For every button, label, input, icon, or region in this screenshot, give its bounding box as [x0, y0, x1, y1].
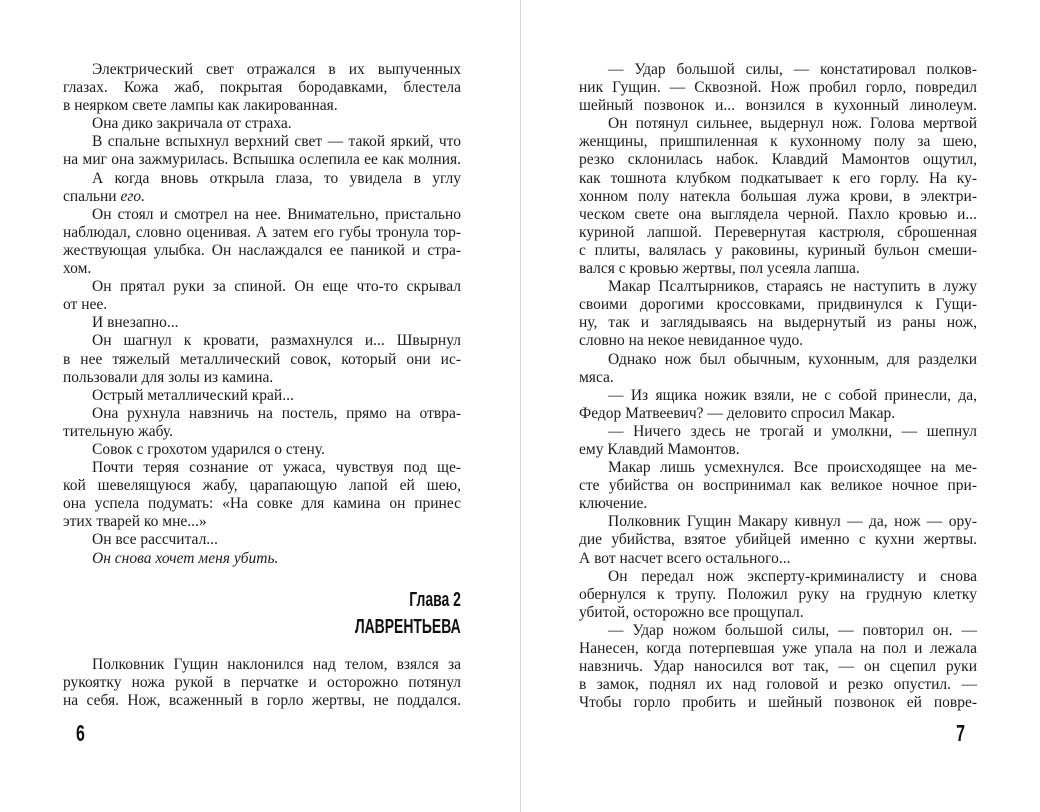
right-text: [579, 61, 977, 712]
text-line: в замок, поднял их над головой и резко опустил. —: [579, 676, 977, 694]
text-line: Она рухнула навзничь на постель, прямо на отвра-: [92, 404, 461, 422]
page-left: [63, 61, 461, 710]
text-line: ему Клавдий Мамонтов.: [579, 440, 740, 458]
text-line: навзничь. Удар наносился вот так, — он сцепил руки: [579, 658, 977, 676]
text-line: ник Гущин. — Сквозной. Нож пробил горло, повредил: [579, 79, 977, 97]
text-line: рукоятку ножа рукой в перчатке и осторожно потянул: [63, 673, 461, 691]
text-line: своими дорогими кроссовками, придвинулся к Гущи-: [579, 296, 977, 314]
text-line: — Удар ножом большой силы, — повторил он. —: [608, 621, 977, 639]
text-line: словно на некое невиданное чудо.: [579, 332, 804, 350]
text-line: Он снова хочет меня убить.: [92, 549, 279, 567]
text-line: спальни его.: [63, 187, 146, 205]
chapter-number: [63, 586, 461, 613]
text-line: Федор Матвеевич? — деловито спросил Макар.: [579, 404, 896, 422]
text-line: резко склонилась набок. Клавдий Мамонтов ощутил,: [579, 151, 977, 169]
text-line: А когда вновь открыла глаза, то увидела в углу: [92, 169, 461, 187]
text-line: Он передал нож эксперту-криминалисту и снова: [608, 567, 977, 585]
text-line: А вот насчет всего остального...: [579, 549, 791, 567]
text-line: этих тварей ко мне...»: [63, 513, 207, 531]
text-line: в неярком свете лампы как лакированная.: [63, 97, 338, 115]
text-line: В спальне вспыхнул верхний свет — такой яркий, что: [92, 133, 461, 151]
text-line: Он потянул сильнее, выдернул нож. Голова мертвой: [608, 115, 977, 133]
text-line: как тошнота клубком подкатывает к его горлу. На ку-: [579, 169, 977, 187]
text-line: — Ничего здесь не трогай и умолкни, — шепнул: [608, 422, 977, 440]
text-line: на себя. Нож, всаженный в горло жертвы, не поддался.: [63, 691, 461, 709]
text-line: убитой, осторожно все прощупал.: [579, 603, 804, 621]
text-line: хонном полу натекла большая лужа крови, в электри-: [579, 187, 977, 205]
text-line: хом.: [63, 260, 92, 278]
text-line: Он прятал руки за спиной. Он еще что-то скрывал: [92, 278, 461, 296]
text-line: кой шевелящуюся жабу, царапающую лапой ей шею,: [63, 477, 461, 495]
text-line: ну, так и заглядываясь на выдернутый из раны нож,: [579, 314, 977, 332]
text-line: сте убийства он воспринимал как великое ночное при-: [579, 477, 977, 495]
text-line: женщины, пришпиленная к кухонному полу за шею,: [579, 133, 977, 151]
chapter-number-text: Глава 2: [409, 587, 461, 611]
page-number-right: [952, 722, 965, 744]
text-line: — Из ящика ножик взяли, не с собой принесли, да,: [608, 386, 977, 404]
text-line: Макар лишь усмехнулся. Все происходящее на ме-: [608, 459, 977, 477]
text-line: шейный позвонок и... вонзился в кухонный линолеум.: [579, 97, 977, 115]
text-line: куриной лапшой. Перевернутая кастрюля, сброшенная: [579, 223, 977, 241]
text-line: Почти теряя сознание от ужаса, чувствуя под ще-: [92, 459, 461, 477]
page-number-left: [76, 722, 89, 744]
text-line: вался с кровью жертвы, пол усеяла лапша.: [579, 260, 860, 278]
chapter-title-text: ЛАВРЕНТЬЕВА: [355, 614, 461, 638]
text-line: ческом свете она выглядела черной. Пахло кровью и...: [579, 205, 977, 223]
text-line: Полковник Гущин наклонился над телом, взялся за: [92, 655, 461, 673]
text-line: Макар Псалтырников, стараясь не наступить в лужу: [608, 278, 977, 296]
text-line: ключение.: [579, 495, 648, 513]
chapter-heading: [63, 586, 461, 640]
text-line: глазах. Кожа жаб, покрытая бородавками, блестела: [63, 79, 461, 97]
text-line: — Удар большой силы, — констатировал полков-: [608, 61, 977, 78]
text-line: обернулся к трупу. Положил руку на грудную клетку: [579, 585, 977, 603]
page-gutter-divider: [520, 0, 521, 812]
page-number-left-text: 6: [76, 720, 85, 746]
text-line: от нее.: [63, 296, 108, 314]
text-line: тительную жабу.: [63, 422, 173, 440]
text-line: Острый металлический край...: [92, 386, 294, 404]
page-right: [579, 61, 977, 712]
text-line: Чтобы горло пробить и шейный позвонок ей повре-: [579, 694, 977, 712]
text-line: с плиты, валялась у раковины, куриный бульон смеши-: [579, 241, 977, 259]
text-line: она успела подумать: «На совке для камина он принес: [63, 495, 461, 513]
text-line: в нее тяжелый металлический совок, который они ис-: [63, 350, 461, 368]
chapter-title: [63, 613, 461, 640]
text-line: Электрический свет отражался в их выпученных: [92, 61, 461, 78]
text-line: мяса.: [579, 368, 614, 386]
left-text-after-heading: [63, 656, 461, 710]
text-line: Нанесен, когда потерпевшая уже упала на пол и лежала: [579, 640, 977, 657]
text-line: Он шагнул к кровати, размахнулся и... Швырнул: [92, 332, 461, 350]
text-line: Совок с грохотом ударился о стену.: [92, 440, 325, 458]
text-line: Однако нож был обычным, кухонным, для разделки: [608, 350, 977, 368]
text-line: дие убийства, взятое убийцей именно с кухни жертвы.: [579, 531, 977, 549]
text-line: Полковник Гущин Макару кивнул — да, нож — ору-: [608, 513, 977, 531]
text-line: на миг она зажмурилась. Вспышка ослепила ее как молния.: [63, 151, 461, 169]
text-line: наблюдал, словно оценивая. А затем его губы тронула тор-: [63, 223, 461, 241]
text-line: Он все рассчитал...: [92, 531, 218, 549]
left-text-before-heading: [63, 61, 461, 568]
text-line: пользовали для золы из камина.: [63, 368, 274, 386]
text-line: жествующая улыбка. Он наслаждался ее паникой и стра-: [63, 241, 461, 259]
page-number-right-text: 7: [956, 720, 965, 746]
text-line: И внезапно...: [92, 314, 179, 332]
text-line: Он стоял и смотрел на нее. Внимательно, пристально: [92, 205, 461, 223]
text-line: Она дико закричала от страха.: [92, 115, 292, 133]
